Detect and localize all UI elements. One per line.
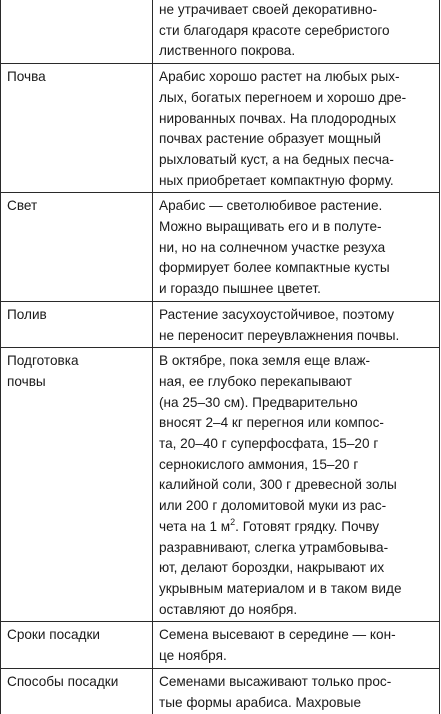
text-line: [159, 517, 435, 538]
table-row: [1, 622, 440, 668]
label-line: Почва: [7, 69, 46, 85]
text-line: Арабис хорошо растет на любых рых-: [159, 69, 400, 85]
text-line: В октябре, пока земля еще влаж-: [159, 353, 371, 369]
label-line: Свет: [7, 198, 38, 214]
text-line: почвах растение образует мощный: [159, 131, 382, 147]
row-label: [1, 193, 153, 302]
row-label: [1, 622, 153, 668]
text-line: ни, но на солнечном участке резуха: [159, 239, 386, 255]
row-text: [153, 0, 440, 64]
row-label: [1, 64, 153, 193]
label-line: почвы: [7, 373, 46, 389]
row-text: [153, 348, 440, 622]
text-line: оставляют до ноября.: [159, 601, 298, 617]
row-text: [153, 668, 440, 714]
table-row: [1, 64, 440, 193]
row-label: [1, 301, 153, 347]
text-line: калийной соли, 300 г древесной золы: [159, 477, 397, 493]
row-label: [1, 668, 153, 714]
text-line: не переносит переувлажнения почвы.: [159, 327, 400, 343]
row-text: [153, 301, 440, 347]
text-line: Семена высевают в середине — кон-: [159, 627, 396, 643]
text-line: та, 20–40 г суперфосфата, 15–20 г: [159, 436, 379, 452]
text-line: Семенами высаживают только прос-: [159, 673, 392, 689]
table-row: [1, 193, 440, 302]
text-fragment: . Готовят грядку. Почву: [235, 518, 380, 534]
text-line: нированных почвах. На плодородных: [159, 110, 397, 126]
row-label: [1, 348, 153, 622]
row-text: [153, 622, 440, 668]
text-line: не утрачивает своей декоративно-: [159, 2, 378, 17]
label-line: Полив: [7, 306, 47, 322]
table-row: [1, 0, 440, 64]
text-line: лиственного покрова.: [159, 43, 296, 59]
superscript: 2: [230, 516, 236, 527]
text-line: (на 25–30 см). Предварительно: [159, 394, 358, 410]
row-text: [153, 64, 440, 193]
text-line: или 200 г доломитовой муки из рас-: [159, 498, 387, 514]
text-line: ная, ее глубоко перекапывают: [159, 373, 352, 389]
text-line: тые формы арабиса. Махровые: [159, 694, 362, 710]
text-line: и гораздо пышнее цветет.: [159, 281, 321, 297]
text-line: Растение засухоустойчивое, поэтому: [159, 306, 395, 322]
text-line: сернокислого аммония, 15–20 г: [159, 456, 359, 472]
text-line: лых, богатых перегноем и хорошо дре-: [159, 89, 407, 105]
row-text: [153, 193, 440, 302]
table-row: [1, 668, 440, 714]
text-line: Арабис — светолюбивое растение.: [159, 198, 383, 214]
table-row: [1, 301, 440, 347]
text-line: ных приобретает компактную форму.: [159, 172, 394, 188]
text-line: Можно выращивать его и в полуте-: [159, 219, 382, 235]
text-line: рыхловатый куст, а на бедных песча-: [159, 151, 394, 167]
text-fragment: чета на 1 м: [159, 518, 231, 534]
text-line: сти благодаря красоте серебристого: [159, 22, 390, 38]
label-line: Способы посадки: [7, 673, 119, 689]
table-row: [1, 348, 440, 622]
text-line: вносят 2–4 кг перегноя или компос-: [159, 415, 384, 431]
text-line: формирует более компактные кусты: [159, 260, 390, 276]
text-line: ют, делают бороздки, накрывают их: [159, 560, 385, 576]
label-line: Сроки посадки: [7, 627, 101, 643]
text-line: укрывным материалом и в таком виде: [159, 580, 402, 596]
row-label: [1, 0, 153, 64]
text-line: це ноября.: [159, 648, 227, 664]
text-line: разравнивают, слегка утрамбовыва-: [159, 539, 389, 555]
label-line: Подготовка: [7, 353, 79, 369]
